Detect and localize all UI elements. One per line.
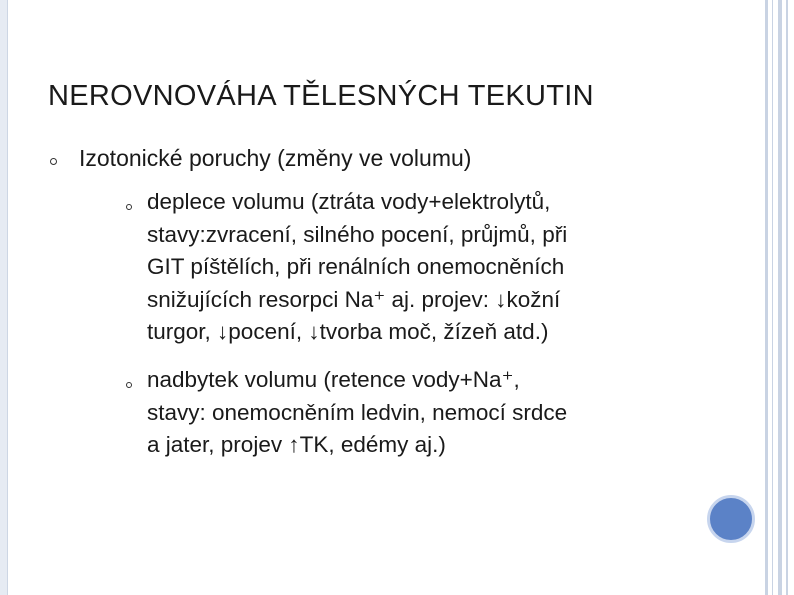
text-line: snižujících resorpci Na⁺ aj. projev: ↓kožní — [147, 286, 561, 312]
frame-line-2 — [772, 0, 773, 595]
text-line: a jater, projev ↑TK, edémy aj.) — [147, 432, 446, 457]
text-line: stavy:zvracení, silného pocení, průjmů, při — [147, 221, 568, 247]
frame-line-1 — [765, 0, 768, 595]
text-line: turgor, ↓pocení, ↓tvorba moč, žízeň atd.) — [147, 319, 549, 344]
slide-title: NEROVNOVÁHA TĚLESNÝCH TEKUTIN — [48, 80, 594, 112]
sub-bullet-nadbytek — [147, 364, 567, 462]
frame-line-3 — [778, 0, 782, 595]
text-line: deplece volumu (ztráta vody+elektrolytů, — [147, 189, 551, 214]
text-line: GIT píštělích, při renálních onemocněních — [147, 254, 565, 279]
level1-bullet-text: Izotonické poruchy (změny ve volumu) — [79, 145, 472, 171]
decorative-circle — [707, 495, 755, 543]
bullet-circle-icon — [126, 204, 132, 210]
slide-left-border — [0, 0, 8, 595]
bullet-circle-icon — [50, 158, 57, 165]
text-line: nadbytek volumu (retence vody+Na⁺, — [147, 367, 520, 392]
sub-bullet-deplece — [147, 186, 567, 349]
bullet-circle-icon — [126, 382, 132, 388]
frame-line-4 — [786, 0, 788, 595]
text-line: stavy: onemocněním ledvin, nemocí srdce — [147, 399, 568, 425]
